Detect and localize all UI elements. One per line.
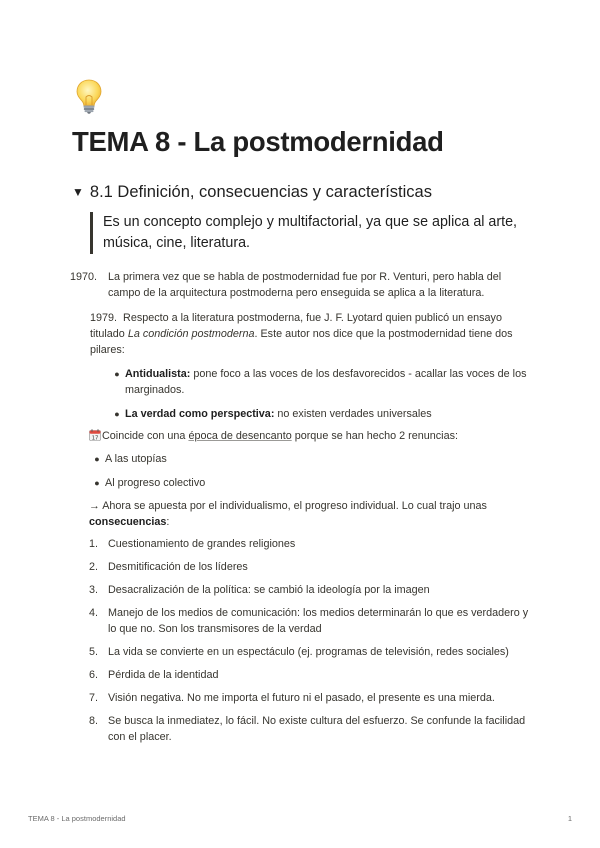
calendar-icon — [89, 429, 101, 441]
list-item: ● A las utopías — [89, 451, 532, 467]
apuesta-paragraph: → Ahora se apuesta por el individualismo, el progreso individual. Lo cual trajo unas consecuencias: — [89, 500, 487, 528]
list-number: 1979. — [90, 312, 118, 324]
bullet-icon: ● — [94, 478, 100, 488]
list-item: 1. Cuestionamiento de grandes religiones — [89, 538, 296, 550]
toggle-heading[interactable] — [72, 181, 532, 203]
document — [72, 78, 532, 745]
quote-block: Es un concepto complejo y multifactorial, ya que se aplica al arte, música, cine, literatura. — [90, 212, 532, 254]
coincide-paragraph: 17 Coincide con una época de desencanto porque se han hecho 2 renuncias: — [89, 428, 532, 444]
list-item: 5. La vida se convierte en un espectáculo (ej. programas de televisión, redes sociales) — [89, 646, 509, 658]
list-item: 6. Pérdida de la identidad — [89, 669, 219, 681]
consecuencias-list — [89, 536, 532, 745]
list-item: ● Antidualista: pone foco a las voces de los desfavorecidos - acallar las voces de los marginados. — [109, 366, 532, 398]
list-item: ● La verdad como perspectiva: no existen verdades universales — [109, 406, 532, 422]
toggle-arrow-icon[interactable]: ▼ — [72, 185, 84, 199]
list-item-1979 — [90, 310, 532, 358]
section-heading: 8.1 Definición, consecuencias y características — [89, 183, 432, 201]
renuncias-list — [89, 451, 532, 491]
list-number: 1970. — [70, 271, 98, 283]
list-item: ● Al progreso colectivo — [89, 475, 532, 491]
bullet-icon: ● — [94, 454, 100, 464]
list-item: 8. Se busca la inmediatez, lo fácil. No existe cultura del esfuerzo. Se confunde la facilidad con el placer. — [89, 715, 526, 743]
svg-text:17: 17 — [91, 435, 99, 441]
list-item-1970 — [70, 269, 532, 301]
page-footer — [28, 814, 572, 823]
pillars-list — [109, 366, 532, 422]
bullet-icon: ● — [114, 369, 120, 379]
lightbulb-icon — [74, 78, 104, 114]
list-item: 7. Visión negativa. No me importa el futuro ni el pasado, el presente es una mierda. — [89, 692, 495, 704]
list-text: 1979. Respecto a la literatura postmoderna, fue J. F. Lyotard quien publicó un ensayo titulado La condición postmoderna. Este autor nos dice que la postmodernidad tiene dos pilares: — [90, 312, 513, 356]
footer-title: TEMA 8 - La postmodernidad — [28, 814, 126, 823]
list-text: La primera vez que se habla de postmodernidad fue por R. Venturi, pero habla del campo de la arquitectura postmoderna pero enseguida se aplica a la literatura. — [108, 271, 502, 299]
page-title: TEMA 8 - La postmodernidad — [72, 126, 444, 157]
list-item: 2. Desmitificación de los líderes — [89, 561, 248, 573]
bullet-icon: ● — [114, 409, 120, 419]
page-number: 1 — [567, 814, 572, 823]
list-item: 4. Manejo de los medios de comunicación: los medios determinarán lo que es verdadero y lo que no. Son los transmisores de la verdad — [89, 607, 529, 635]
book-title: La condición postmoderna — [127, 328, 255, 340]
underlined-phrase: época de desencanto — [188, 430, 292, 442]
list-item: 3. Desacralización de la política: se cambió la ideología por la imagen — [89, 584, 430, 596]
